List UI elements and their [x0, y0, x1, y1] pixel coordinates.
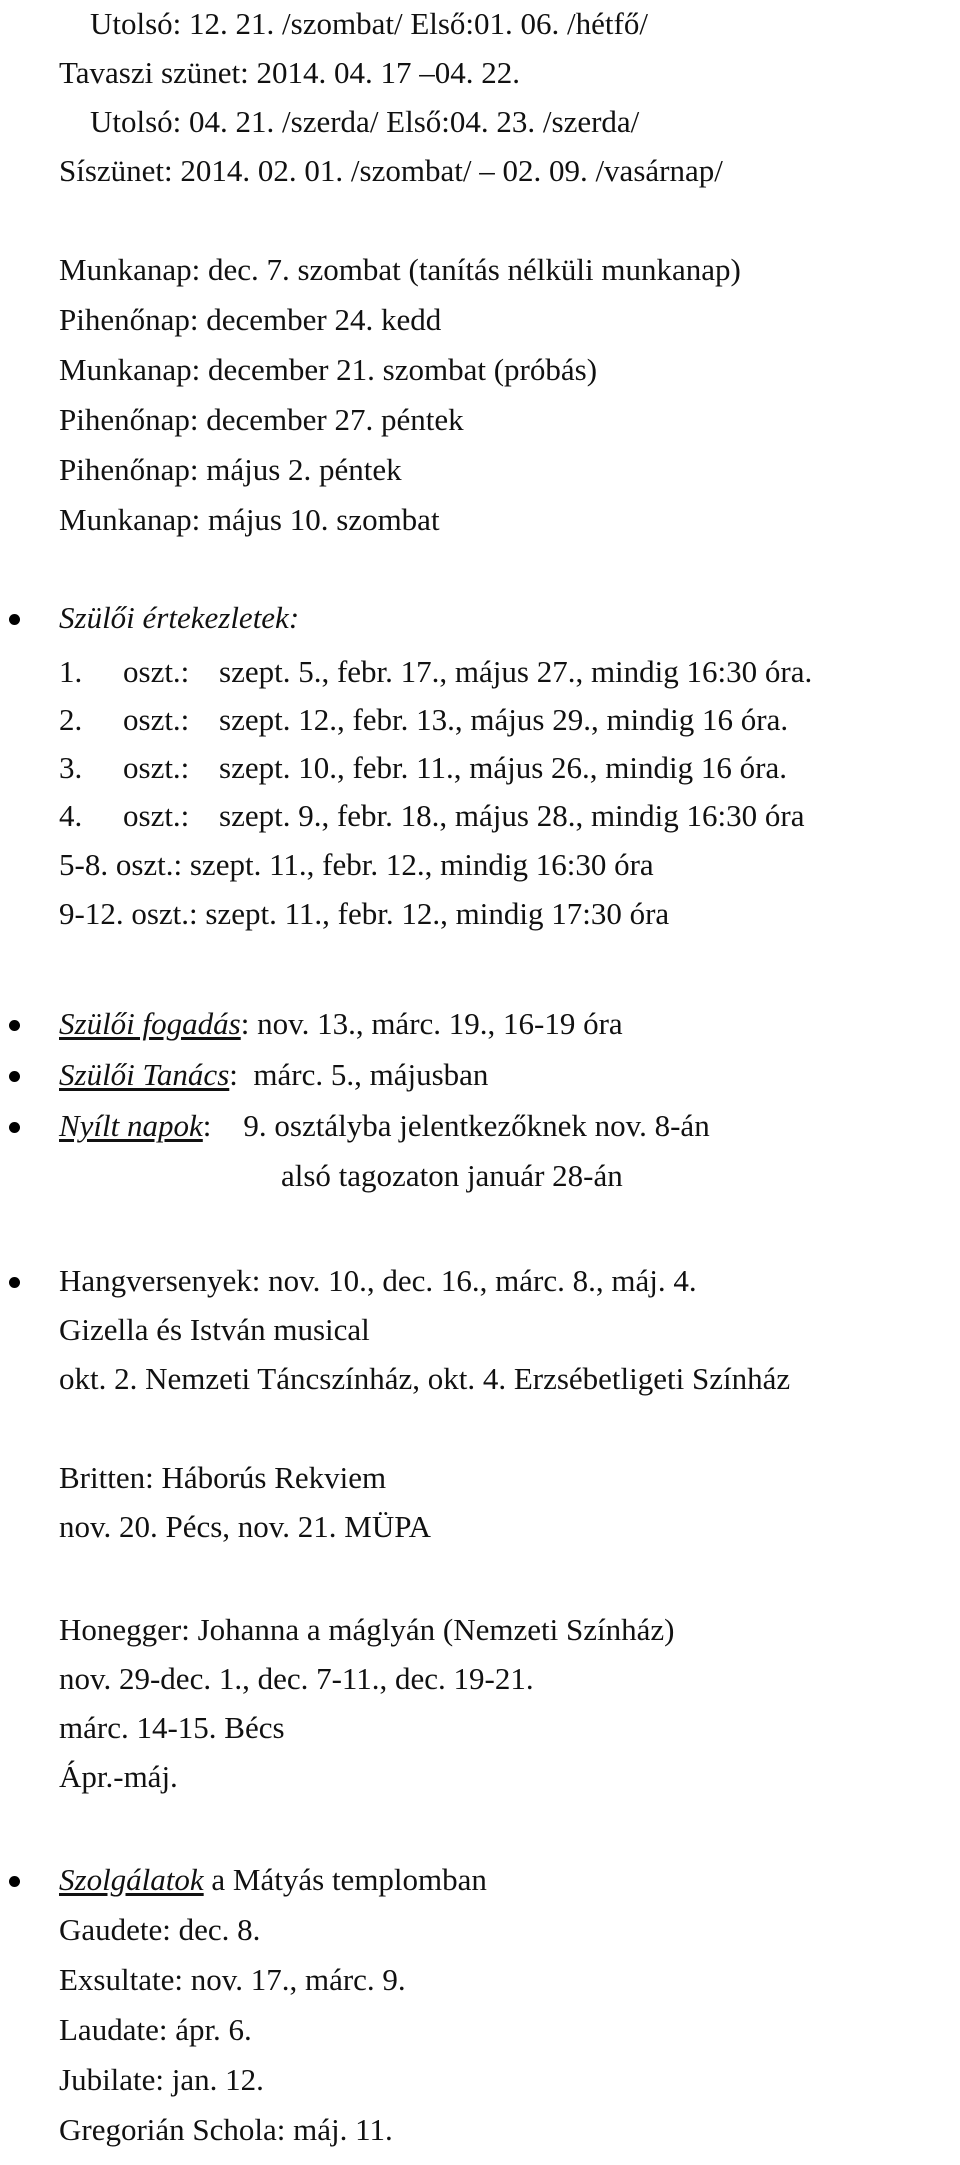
meeting-row-dates: szept. 12., febr. 13., május 29., mindig 16 óra.	[219, 702, 789, 737]
britten-dates: nov. 20. Pécs, nov. 21. MÜPA	[59, 1509, 432, 1544]
concerts-line: Hangversenyek: nov. 10., dec. 16., márc. 8., máj. 4.	[59, 1263, 697, 1298]
meeting-row-num: 2.	[59, 702, 83, 737]
workday-item: Pihenőnap: december 24. kedd	[59, 302, 442, 337]
winter-break-dates: Utolsó: 12. 21. /szombat/ Első:01. 06. /hétfő/	[90, 6, 648, 41]
parent-reception-dates: : nov. 13., márc. 19., 16-19 óra	[240, 1006, 623, 1041]
honegger-title: Honegger: Johanna a máglyán (Nemzeti Színház)	[59, 1612, 675, 1647]
meeting-row: 9-12. oszt.: szept. 11., febr. 12., mindig 17:30 óra	[59, 896, 670, 931]
workday-item: Munkanap: május 10. szombat	[59, 502, 440, 537]
spring-break: Tavaszi szünet: 2014. 04. 17 –04. 22.	[59, 55, 521, 90]
meeting-row	[59, 700, 788, 740]
workday-item: Pihenőnap: december 27. péntek	[59, 402, 464, 437]
britten-title: Britten: Háborús Rekviem	[59, 1460, 387, 1495]
spring-break-dates: Utolsó: 04. 21. /szerda/ Első:04. 23. /szerda/	[90, 104, 640, 139]
service-item: Gregorián Schola: máj. 11.	[59, 2112, 393, 2147]
parent-meetings-title: Szülői értekezletek:	[59, 600, 300, 635]
services-label: Szolgálatok	[59, 1862, 204, 1897]
bullet-icon	[9, 1122, 20, 1133]
meeting-row-num: 4.	[59, 798, 83, 833]
ski-break: Síszünet: 2014. 02. 01. /szombat/ – 02. 09. /vasárnap/	[59, 153, 723, 188]
parent-reception	[59, 1004, 623, 1044]
service-item: Gaudete: dec. 8.	[59, 1912, 261, 1947]
honegger-dates: Ápr.-máj.	[59, 1759, 178, 1794]
honegger-dates: nov. 29-dec. 1., dec. 7-11., dec. 19-21.	[59, 1661, 534, 1696]
bullet-icon	[9, 1020, 20, 1031]
meeting-row-class: oszt.:	[123, 798, 190, 833]
meeting-row	[59, 796, 804, 836]
meeting-row-class: oszt.:	[123, 654, 190, 689]
meeting-row: 5-8. oszt.: szept. 11., febr. 12., mindig 16:30 óra	[59, 847, 654, 882]
parent-council-dates: : márc. 5., májusban	[229, 1057, 489, 1092]
meeting-row-class: oszt.:	[123, 702, 190, 737]
parent-reception-label: Szülői fogadás	[59, 1006, 241, 1041]
meeting-row-dates: szept. 10., febr. 11., május 26., mindig 16 óra.	[219, 750, 787, 785]
meeting-row-dates: szept. 5., febr. 17., május 27., mindig 16:30 óra.	[219, 654, 813, 689]
services-heading	[59, 1860, 487, 1900]
service-item: Exsultate: nov. 17., márc. 9.	[59, 1962, 406, 1997]
meeting-row-dates: szept. 9., febr. 18., május 28., mindig 16:30 óra	[219, 798, 805, 833]
concerts-line: Gizella és István musical	[59, 1312, 370, 1347]
meeting-row	[59, 748, 787, 788]
parent-council	[59, 1055, 488, 1095]
meeting-row-class: oszt.:	[123, 750, 190, 785]
meeting-row-num: 3.	[59, 750, 83, 785]
workday-item: Munkanap: december 21. szombat (próbás)	[59, 352, 598, 387]
bullet-icon	[9, 1876, 20, 1887]
meeting-row-num: 1.	[59, 654, 83, 689]
bullet-icon	[9, 1277, 20, 1288]
open-days-colon: :	[202, 1108, 212, 1143]
service-item: Laudate: ápr. 6.	[59, 2012, 252, 2047]
open-days-first-line: 9. osztályba jelentkezőknek nov. 8-án	[243, 1108, 710, 1143]
bullet-icon	[9, 1071, 20, 1082]
service-item: Jubilate: jan. 12.	[59, 2062, 264, 2097]
open-days	[59, 1106, 710, 1146]
workday-item: Munkanap: dec. 7. szombat (tanítás nélküli munkanap)	[59, 252, 741, 287]
parent-council-label: Szülői Tanács	[59, 1057, 230, 1092]
services-location: a Mátyás templomban	[203, 1862, 487, 1897]
honegger-dates: márc. 14-15. Bécs	[59, 1710, 285, 1745]
bullet-icon	[9, 614, 20, 625]
concerts-line: okt. 2. Nemzeti Táncszínház, okt. 4. Erzsébetligeti Színház	[59, 1361, 791, 1396]
workday-item: Pihenőnap: május 2. péntek	[59, 452, 402, 487]
meeting-row	[59, 652, 812, 692]
open-days-label: Nyílt napok	[59, 1108, 203, 1143]
open-days-second-line: alsó tagozaton január 28-án	[281, 1158, 623, 1193]
